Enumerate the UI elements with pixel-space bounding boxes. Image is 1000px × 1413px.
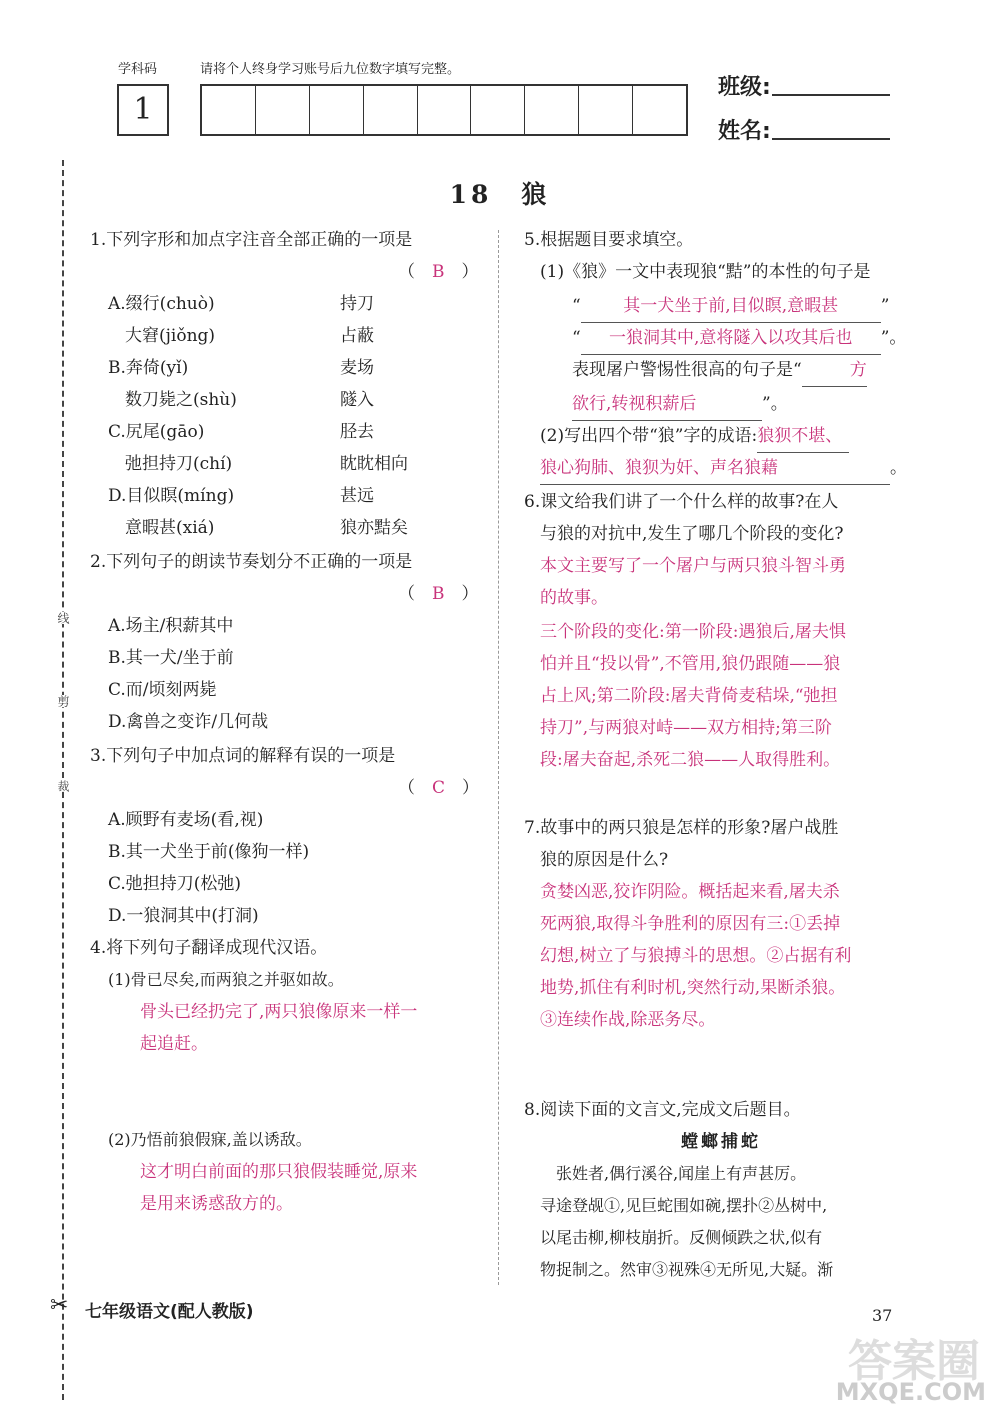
option-text: C.而/顷刻两毙 <box>108 680 217 700</box>
option-text: D.目似瞑(míng) <box>108 486 235 506</box>
passage-line: 以尾击柳,柳枝崩折。反侧倾跌之状,似有 <box>540 1228 823 1247</box>
option-text: A.顾野有麦场(看,视) <box>108 810 264 830</box>
option-text: 数刀毙之(shù) <box>108 390 237 410</box>
subject-code-box: 1 <box>117 84 169 136</box>
question-7: 7.故事中的两只狼是怎样的形象?屠户战胜 <box>524 818 839 838</box>
digit-cell[interactable] <box>364 86 418 134</box>
option-text: B.其一犬/坐于前 <box>108 648 234 668</box>
option-text: A.场主/积薪其中 <box>108 616 234 636</box>
column-divider <box>498 230 499 1285</box>
answer-text: 怕并且“投以骨”,不管用,狼仍跟随——狼 <box>540 654 841 674</box>
question-4-1: (1)骨已尽矣,而两狼之并驱如故。 <box>108 970 344 989</box>
question-5-1: (1)《狼》一文中表现狼“黠”的本性的句子是 <box>540 262 871 282</box>
option-text: B.奔倚(yǐ) <box>108 358 189 378</box>
answer-text: ③连续作战,除恶务尽。 <box>540 1010 716 1030</box>
name-field[interactable] <box>772 114 890 140</box>
option-text: D.一狼洞其中(打洞) <box>108 906 259 926</box>
answer-line: 欲行,转视积薪后 ”。 <box>572 388 788 421</box>
watermark-logo: 答案圈 <box>848 1336 980 1387</box>
answer-text: 本文主要写了一个屠户与两只狼斗智斗勇 <box>540 556 846 576</box>
answer-line: “ 其一犬坐于前,目似瞑,意暇甚 ” <box>572 290 889 323</box>
answer-text: 是用来诱惑敌方的。 <box>140 1194 293 1214</box>
passage-line: 物捉制之。然审③视殊④无所见,大疑。渐 <box>540 1260 834 1279</box>
option-text: 持刀 <box>340 294 374 314</box>
question-3-answer: （ C ） <box>398 778 480 798</box>
answer-text: 地势,抓住有利时机,突然行动,果断杀狼。 <box>540 978 846 998</box>
answer-text: 的故事。 <box>540 588 608 608</box>
answer-text: 持刀”,与两狼对峙——双方相持;第三阶 <box>540 718 832 738</box>
digit-cell[interactable] <box>310 86 364 134</box>
question-3: 3.下列句子中加点词的解释有误的一项是 <box>90 746 396 766</box>
answer-text: 三个阶段的变化:第一阶段:遇狼后,屠夫惧 <box>540 622 846 642</box>
answer-text: 骨头已经扔完了,两只狼像原来一样一 <box>140 1002 418 1022</box>
digit-cell[interactable] <box>418 86 472 134</box>
question-2-answer: （ B ） <box>398 584 479 604</box>
option-text: D.禽兽之变诈/几何哉 <box>108 712 269 732</box>
question-1: 1.下列字形和加点字注音全部正确的一项是 <box>90 230 413 250</box>
name-label: 姓名: <box>718 119 771 144</box>
question-4-2: (2)乃悟前狼假寐,盖以诱敌。 <box>108 1130 312 1149</box>
question-6: 与狼的对抗中,发生了哪几个阶段的变化? <box>540 524 844 544</box>
answer-text: 段:屠夫奋起,杀死二狼——人取得胜利。 <box>540 750 841 770</box>
answer-line: 表现屠户警惕性很高的句子是“ 方 <box>572 354 867 387</box>
option-text: C.尻尾(gāo) <box>108 422 205 442</box>
instruction-text: 请将个人终身学习账号后九位数字填写完整。 <box>200 62 461 77</box>
digit-cell[interactable] <box>579 86 633 134</box>
answer-text: 起追赶。 <box>140 1034 208 1054</box>
question-1-answer: （ B ） <box>398 262 479 282</box>
digit-cell[interactable] <box>256 86 310 134</box>
option-text: 弛担持刀(chí) <box>108 454 233 474</box>
question-8: 8.阅读下面的文言文,完成文后题目。 <box>524 1100 801 1120</box>
subject-code-label: 学科码 <box>118 62 158 77</box>
book-name: 七年级语文(配人教版) <box>85 1302 254 1322</box>
class-field[interactable] <box>772 70 890 96</box>
answer-text: 占上风;第二阶段:屠夫背倚麦秸垛,“弛担 <box>540 686 838 706</box>
answer-line: 狼心狗肺、狼狈为奸、声名狼藉 。 <box>540 452 907 485</box>
option-text: 占蔽 <box>340 326 374 346</box>
option-text: B.其一犬坐于前(像狗一样) <box>108 842 310 862</box>
digit-cell[interactable] <box>202 86 256 134</box>
option-text: 甚远 <box>340 486 374 506</box>
class-label: 班级: <box>718 75 771 100</box>
digit-cell[interactable] <box>633 86 686 134</box>
scissors-icon: ✂ <box>50 1293 69 1318</box>
option-text: 隧入 <box>340 390 374 410</box>
passage-line: 寻途登觇①,见巨蛇围如碗,摆扑②丛树中, <box>540 1196 828 1215</box>
option-text: 意暇甚(xiá) <box>108 518 215 538</box>
digit-cell[interactable] <box>471 86 525 134</box>
question-5: 5.根据题目要求填空。 <box>524 230 694 250</box>
watermark-url: MXQE.COM <box>835 1378 986 1406</box>
answer-text: 死两狼,取得斗争胜利的原因有三:①丢掉 <box>540 914 841 934</box>
answer-text: 贪婪凶恶,狡诈阴险。概括起来看,屠夫杀 <box>540 882 840 902</box>
margin-mark: 剪 <box>56 695 70 707</box>
answer-text: 幻想,树立了与狼搏斗的思想。②占据有利 <box>540 946 852 966</box>
passage-title: 螳螂捕蛇 <box>681 1132 761 1152</box>
answer-line: “ 一狼洞其中,意将隧入以攻其后也 ”。 <box>572 322 906 355</box>
option-text: 大窘(jiǒng) <box>108 326 216 346</box>
option-text: 麦场 <box>340 358 374 378</box>
question-6: 6.课文给我们讲了一个什么样的故事?在人 <box>524 492 839 512</box>
option-text: 狼亦黠矣 <box>340 518 408 538</box>
question-7: 狼的原因是什么? <box>540 850 669 870</box>
account-digit-grid[interactable] <box>200 84 688 136</box>
digit-cell[interactable] <box>525 86 579 134</box>
margin-mark: 线 <box>56 612 70 624</box>
page-number: 37 <box>872 1306 893 1325</box>
question-2: 2.下列句子的朗读节奏划分不正确的一项是 <box>90 552 413 572</box>
passage-line: 张姓者,偶行溪谷,闻崖上有声甚厉。 <box>540 1164 807 1183</box>
option-text: 眈眈相向 <box>340 454 408 474</box>
question-5-2: (2)写出四个带“狼”字的成语:狼狈不堪、 <box>540 420 849 453</box>
option-text: 胫去 <box>340 422 374 442</box>
option-text: A.缀行(chuò) <box>108 294 215 314</box>
margin-mark: 裁 <box>56 780 70 792</box>
page-title: 18 狼 <box>449 180 551 209</box>
answer-text: 这才明白前面的那只狼假装睡觉,原来 <box>140 1162 418 1182</box>
option-text: C.弛担持刀(松弛) <box>108 874 242 894</box>
question-4: 4.将下列句子翻译成现代汉语。 <box>90 938 328 958</box>
